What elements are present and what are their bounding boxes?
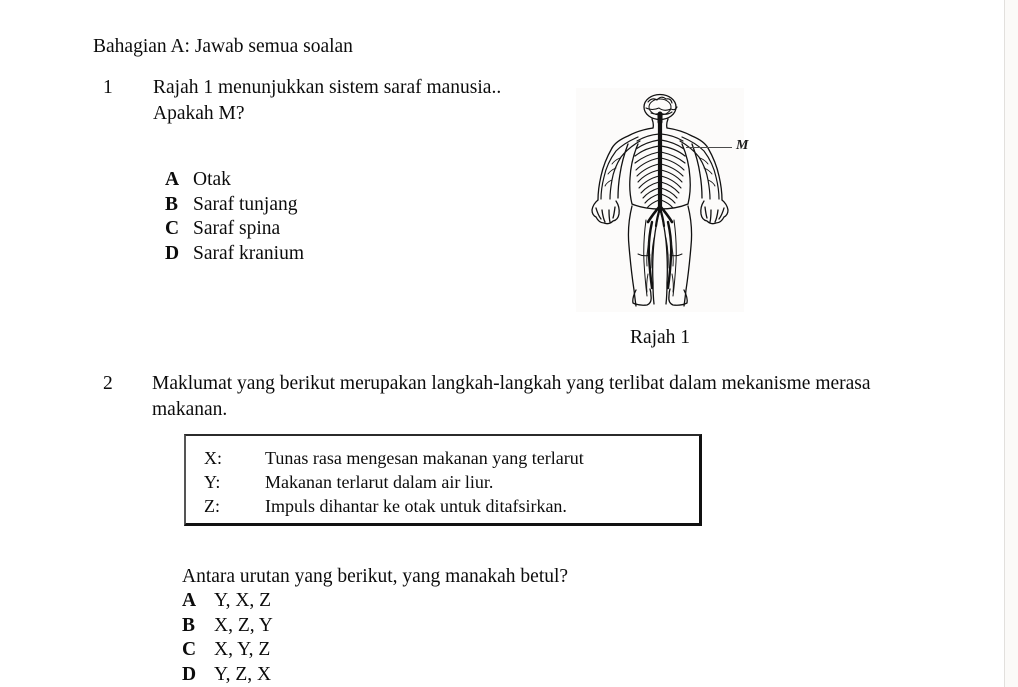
question-2-lead-in: Antara urutan yang berikut, yang manakah betul?: [182, 566, 569, 587]
question-1-stem-line-1: Rajah 1 menunjukkan sistem saraf manusia..: [153, 77, 502, 98]
section-heading: Bahagian A: Jawab semua soalan: [93, 36, 353, 57]
question-2-option-d[interactable]: [182, 663, 273, 687]
figure-caption: Rajah 1: [629, 327, 691, 348]
info-row-y: [204, 470, 699, 494]
info-value: Tunas rasa mengesan makanan yang terlarut: [265, 448, 584, 468]
question-1-option-b[interactable]: [165, 193, 304, 218]
option-text: Saraf spina: [193, 218, 281, 239]
question-1-stem-line-2: Apakah M?: [153, 102, 245, 124]
info-row-x: [204, 446, 699, 470]
question-2-option-a[interactable]: [182, 589, 273, 614]
option-letter: A: [182, 590, 197, 611]
question-2-options: [182, 589, 273, 687]
option-letter: C: [182, 639, 197, 660]
option-letter: D: [165, 242, 180, 264]
info-key: X:: [204, 448, 222, 468]
question-1-option-c[interactable]: [165, 217, 304, 242]
option-letter: D: [182, 663, 197, 685]
question-1-options: [165, 168, 304, 266]
info-key: Y:: [204, 472, 221, 492]
option-text: Y, Z, X: [214, 663, 272, 685]
option-text: X, Z, Y: [214, 614, 273, 636]
info-row-z: [204, 494, 699, 518]
question-1-number: 1: [103, 77, 113, 98]
question-2-stem: Maklumat yang berikut merupakan langkah-langkah yang terlibat dalam mekanisme merasa makanan.: [152, 373, 871, 420]
info-value: Makanan terlarut dalam air liur.: [265, 472, 494, 492]
option-text: Y, X, Z: [214, 590, 272, 611]
figure-leader-line: [686, 147, 732, 148]
question-2-option-c[interactable]: [182, 638, 273, 663]
info-key: Z:: [204, 496, 220, 516]
option-letter: B: [182, 614, 196, 636]
option-text: Saraf kranium: [193, 242, 305, 264]
figure-label-m: M: [736, 138, 749, 153]
question-2-number: 2: [103, 373, 113, 394]
question-1-option-d[interactable]: [165, 242, 304, 267]
info-value: Impuls dihantar ke otak untuk ditafsirkan.: [265, 496, 567, 516]
question-1-option-a[interactable]: [165, 168, 304, 193]
question-2-option-b[interactable]: [182, 614, 273, 639]
option-text: X, Y, Z: [214, 639, 271, 660]
question-2-info-box: [184, 434, 702, 526]
page-outer-margin: [1005, 0, 1018, 687]
option-letter: B: [165, 193, 179, 215]
nervous-system-figure: [576, 88, 744, 312]
option-letter: C: [165, 218, 180, 239]
question-1-stem: [153, 75, 573, 126]
human-nervous-system-icon: [576, 88, 744, 312]
option-text: Otak: [193, 169, 231, 190]
option-text: Saraf tunjang: [193, 193, 298, 215]
option-letter: A: [165, 169, 180, 190]
